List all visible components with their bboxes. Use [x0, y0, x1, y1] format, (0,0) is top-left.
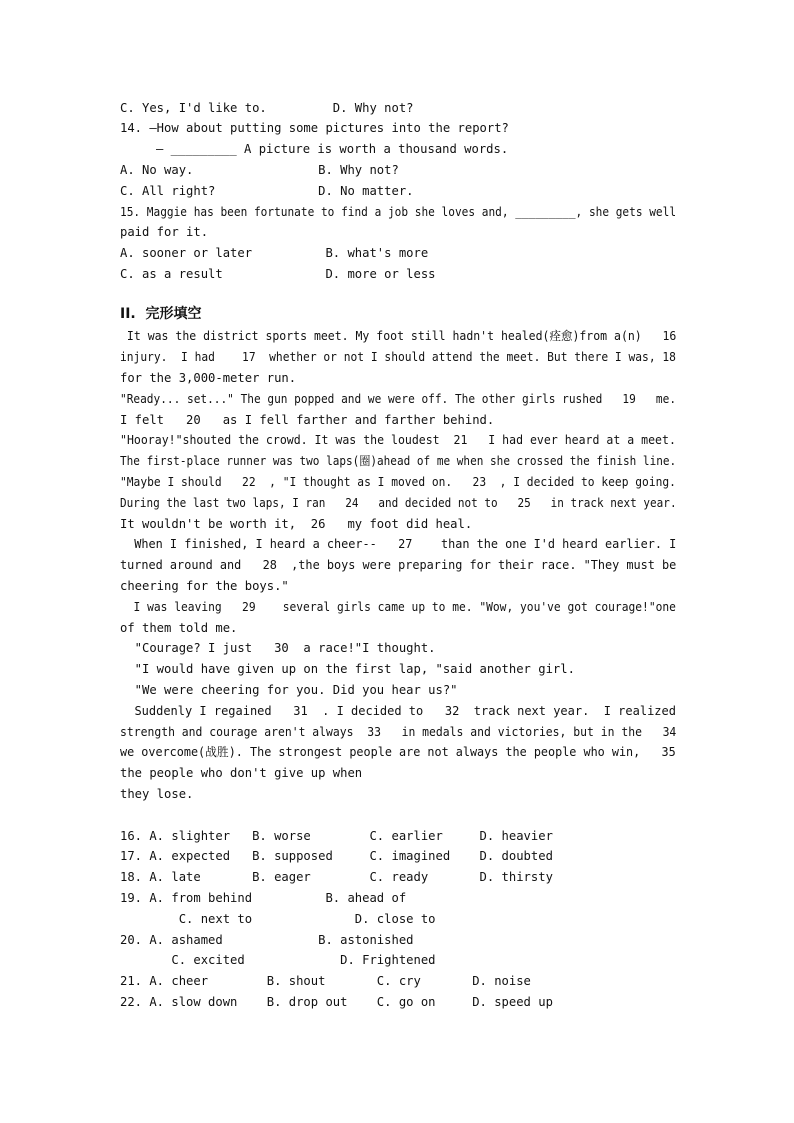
option-row-21: 21. A. cheer B. shout C. cry D. noise — [120, 974, 531, 988]
passage-line: they lose. — [120, 787, 194, 801]
passage-line: "Maybe I should 22 , "I thought as I moved on. 23 , I decided to keep going. — [120, 475, 676, 489]
passage-line: Suddenly I regained 31 . I decided to 32 track next year. I realized — [120, 704, 676, 718]
option-row-18: 18. A. late B. eager C. ready D. thirsty — [120, 870, 553, 884]
passage-line: "Hooray!"shouted the crowd. It was the loudest 21 I had ever heard at a meet. — [120, 433, 676, 447]
passage-line: cheering for the boys." — [120, 579, 289, 593]
q15-options-ab: A. sooner or later B. what's more — [120, 246, 429, 260]
q13-options-cd: C. Yes, I'd like to. D. Why not? — [120, 101, 414, 115]
q15-question-line1: 15. Maggie has been fortunate to find a job she loves and, _________, she gets well — [120, 205, 677, 219]
passage-line: of them told me. — [120, 621, 238, 635]
passage-line: the people who don't give up when — [120, 766, 363, 780]
passage-line: injury. I had 17 whether or not I should attend the meet. But there I was, 18 — [120, 350, 676, 364]
passage-line: strength and courage aren't always 33 in medals and victories, but in the 34 — [120, 725, 677, 739]
q14-question: 14. —How about putting some pictures into the report? — [120, 121, 509, 135]
option-row-16: 16. A. slighter B. worse C. earlier D. heavier — [120, 829, 553, 843]
option-row-19-cd: C. next to D. close to — [120, 912, 436, 926]
passage-line: It wouldn't be worth it, 26 my foot did heal. — [120, 517, 473, 531]
q14-reply: — _________ A picture is worth a thousand words. — [156, 142, 509, 156]
passage-line: "Ready... set..." The gun popped and we were off. The other girls rushed 19 me. — [120, 392, 677, 406]
passage-line: I felt 20 as I fell farther and farther behind. — [120, 413, 495, 427]
passage-line: "We were cheering for you. Did you hear us?" — [120, 683, 458, 697]
passage-line: The first-place runner was two laps(圈)ahead of me when she crossed the finish line. — [120, 454, 677, 468]
passage-line: During the last two laps, I ran 24 and decided not to 25 in track next year. — [120, 496, 677, 510]
section-heading: II. 完形填空 — [120, 306, 202, 322]
option-row-17: 17. A. expected B. supposed C. imagined D. doubted — [120, 849, 553, 863]
q14-options-ab: A. No way. B. Why not? — [120, 163, 399, 177]
passage-line: we overcome(战胜). The strongest people are not always the people who win, 35 — [120, 745, 676, 759]
passage-line: for the 3,000-meter run. — [120, 371, 297, 385]
passage-line: turned around and 28 ,the boys were preparing for their race. "They must be — [120, 558, 677, 572]
option-row-20-cd: C. excited D. Frightened — [120, 953, 436, 967]
q14-options-cd: C. All right? D. No matter. — [120, 184, 414, 198]
passage-line: I was leaving 29 several girls came up to me. "Wow, you've got courage!"one — [120, 600, 676, 614]
option-row-20: 20. A. ashamed B. astonished — [120, 933, 414, 947]
option-row-22: 22. A. slow down B. drop out C. go on D. speed up — [120, 995, 553, 1009]
passage-line: "I would have given up on the first lap, "said another girl. — [120, 662, 575, 676]
passage-line: "Courage? I just 30 a race!"I thought. — [120, 641, 436, 655]
q15-options-cd: C. as a result D. more or less — [120, 267, 436, 281]
passage-line: It was the district sports meet. My foot still hadn't healed(痊愈)from a(n) 16 — [120, 329, 677, 343]
option-row-19: 19. A. from behind B. ahead of — [120, 891, 407, 905]
q15-question-line2: paid for it. — [120, 225, 209, 239]
passage-line: When I finished, I heard a cheer-- 27 than the one I'd heard earlier. I — [120, 537, 677, 551]
